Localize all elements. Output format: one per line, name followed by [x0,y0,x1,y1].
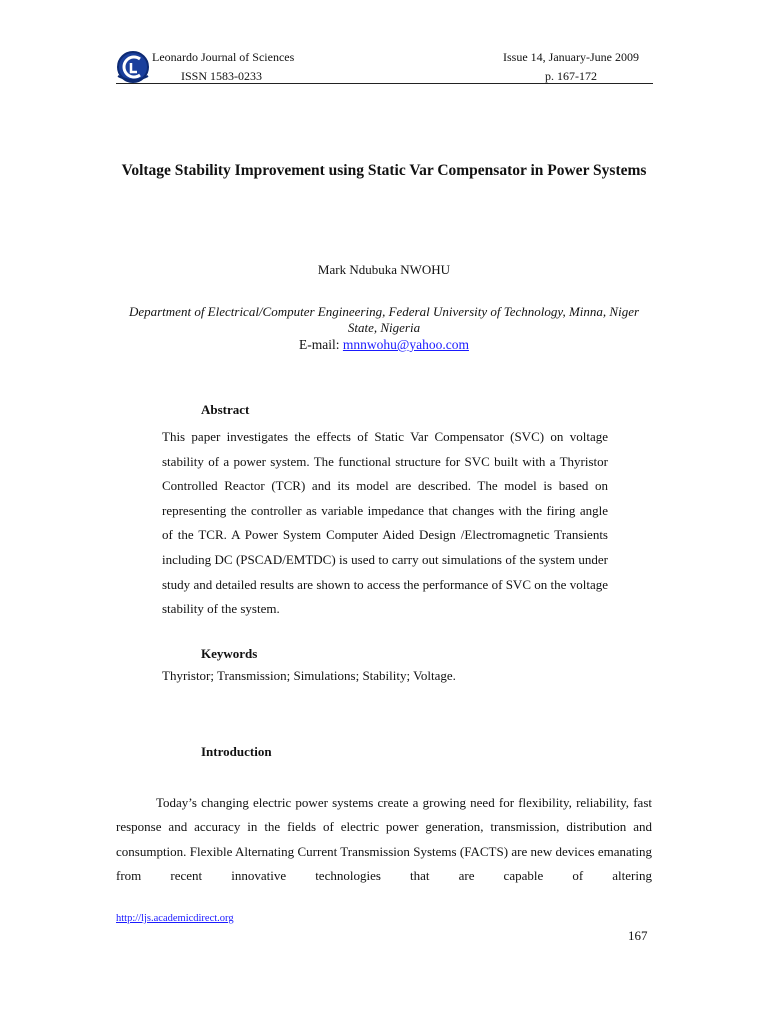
abstract-text: This paper investigates the effects of Static Var Compensator (SVC) on voltage stability of a power system. The functional structure for SVC built with a Thyristor Controlled Reactor (TCR) and its model are described. The model is based on representing the controller as variable impedance that changes with the firing angle of the TCR. A Power System Computer Aided Design /Electromagnetic Transients including DC (PSCAD/EMTDC) is used to carry out simulations of the system under study and detailed results are shown to access the performance of SVC on the voltage stability of the system. [162,429,608,617]
author-name: Mark Ndubuka NWOHU [317,262,451,277]
email-label: E-mail: [299,337,340,352]
keywords-heading: Keywords [201,646,258,661]
paper-title: Voltage Stability Improvement using Static Var Compensator in Power Systems [121,162,647,179]
page-number: 167 [628,928,648,943]
keywords-text: Thyristor; Transmission; Simulations; Stability; Voltage. [162,668,456,683]
journal-website-link[interactable]: http://ljs.academicdirect.org [116,913,234,924]
author-email [116,337,652,353]
header-rule [116,83,653,84]
issn: ISSN 1583-0233 [181,69,263,83]
email-link[interactable]: mnnwohu@yahoo.com [342,337,469,352]
abstract-heading: Abstract [201,402,250,417]
journal-logo-icon [116,50,150,84]
introduction-text: Today’s changing electric power systems create a growing need for flexibility, reliability, fast response and accuracy in the fields of electric power generation, transmission, distribution and consumption. Flexible Alternating Current Transmission Systems (FACTS) are new devices emanating from recent innovative technologies that are capable of altering [116,795,652,884]
journal-name: Leonardo Journal of Sciences [152,50,295,64]
issue-info: Issue 14, January-June 2009 [503,50,639,64]
introduction-heading: Introduction [201,744,272,759]
page-range: p. 167-172 [545,69,597,83]
author-affiliation: Department of Electrical/Computer Engineering, Federal University of Technology, Minna, Niger State, Nigeria [128,304,640,335]
